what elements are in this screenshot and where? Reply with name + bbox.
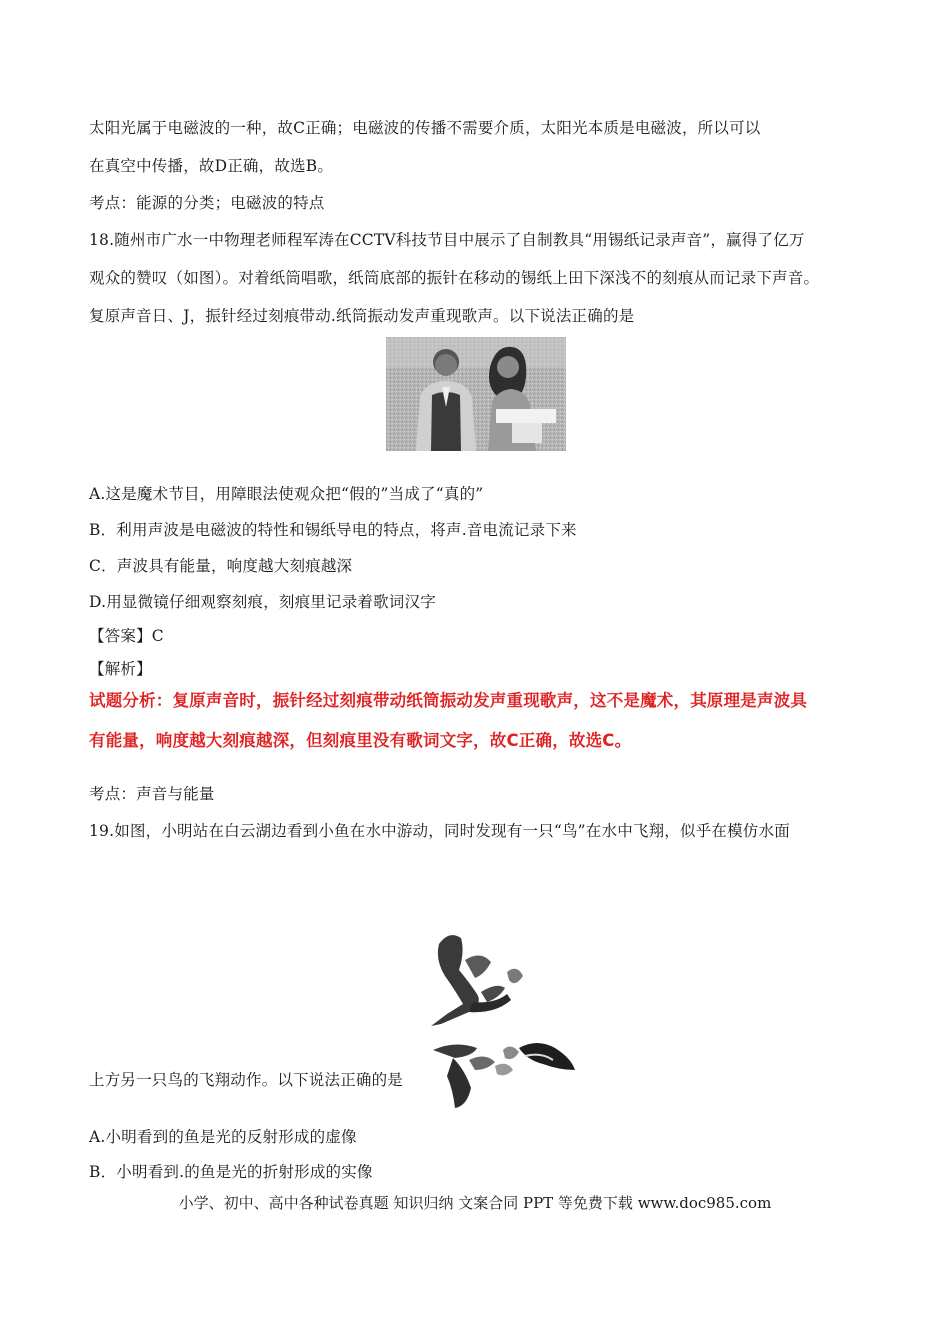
page-footer: 小学、初中、高中各种试卷真题 知识归纳 文案合同 PPT 等免费下载 www.doc985.com	[178, 1194, 772, 1212]
q18-kaodian: 考点：声音与能量	[89, 785, 215, 803]
prev-answer-line-1: 太阳光属于电磁波的一种，故C正确；电磁波的传播不需要介质，太阳光本质是电磁波，所以可以	[89, 119, 761, 137]
q19-stem-line-1: 19.如图，小明站在白云湖边看到小鱼在水中游动，同时发现有一只“鸟”在水中飞翔，似乎在模仿水面	[89, 822, 790, 840]
q18-option-c: C．声波具有能量，响度越大刻痕越深	[89, 557, 353, 575]
q19-stem-line-2: 上方另一只鸟的飞翔动作。以下说法正确的是	[89, 1071, 404, 1089]
q18-analysis-line-2: 有能量，响度越大刻痕越深，但刻痕里没有歌词文字，故C正确，故选C。	[89, 731, 632, 750]
q18-analysis-line-1: 试题分析：复原声音时，振针经过刻痕带动纸筒振动发声重现歌声，这不是魔术，其原理是声波具	[89, 691, 808, 710]
q18-stem-line-3: 复原声音日、J，振针经过刻痕带动.纸筒振动发声重现歌声。以下说法正确的是	[89, 307, 635, 325]
q19-option-b: B．小明看到.的鱼是光的折射形成的实像	[89, 1163, 373, 1181]
q18-stem-line-1: 18.随州市广水一中物理老师程军涛在CCTV科技节目中展示了自制教具“用锡纸记录声音”，赢得了亿万	[89, 231, 805, 249]
q19-bird-fish-illustration	[425, 930, 585, 1115]
q18-option-d: D.用显微镜仔细观察刻痕，刻痕里记录着歌词汉字	[89, 593, 436, 611]
q18-stem-line-2: 观众的赞叹（如图）。对着纸筒唱歌，纸筒底部的振针在移动的锡纸上田下深浅不的刻痕从而记录下声音。	[89, 269, 820, 287]
q18-analysis-label: 【解析】	[89, 660, 152, 678]
q18-option-b: B．利用声波是电磁波的特性和锡纸导电的特点，将声.音电流记录下来	[89, 521, 577, 539]
q18-answer: 【答案】C	[89, 627, 164, 645]
q18-option-a: A.这是魔术节目，用障眼法使观众把“假的”当成了“真的”	[89, 485, 484, 503]
prev-answer-line-2: 在真空中传播，故D正确，故选B。	[89, 157, 334, 175]
q18-photo	[386, 337, 566, 451]
q19-option-a: A.小明看到的鱼是光的反射形成的虚像	[89, 1128, 357, 1146]
prev-kaodian: 考点：能源的分类；电磁波的特点	[89, 194, 325, 212]
